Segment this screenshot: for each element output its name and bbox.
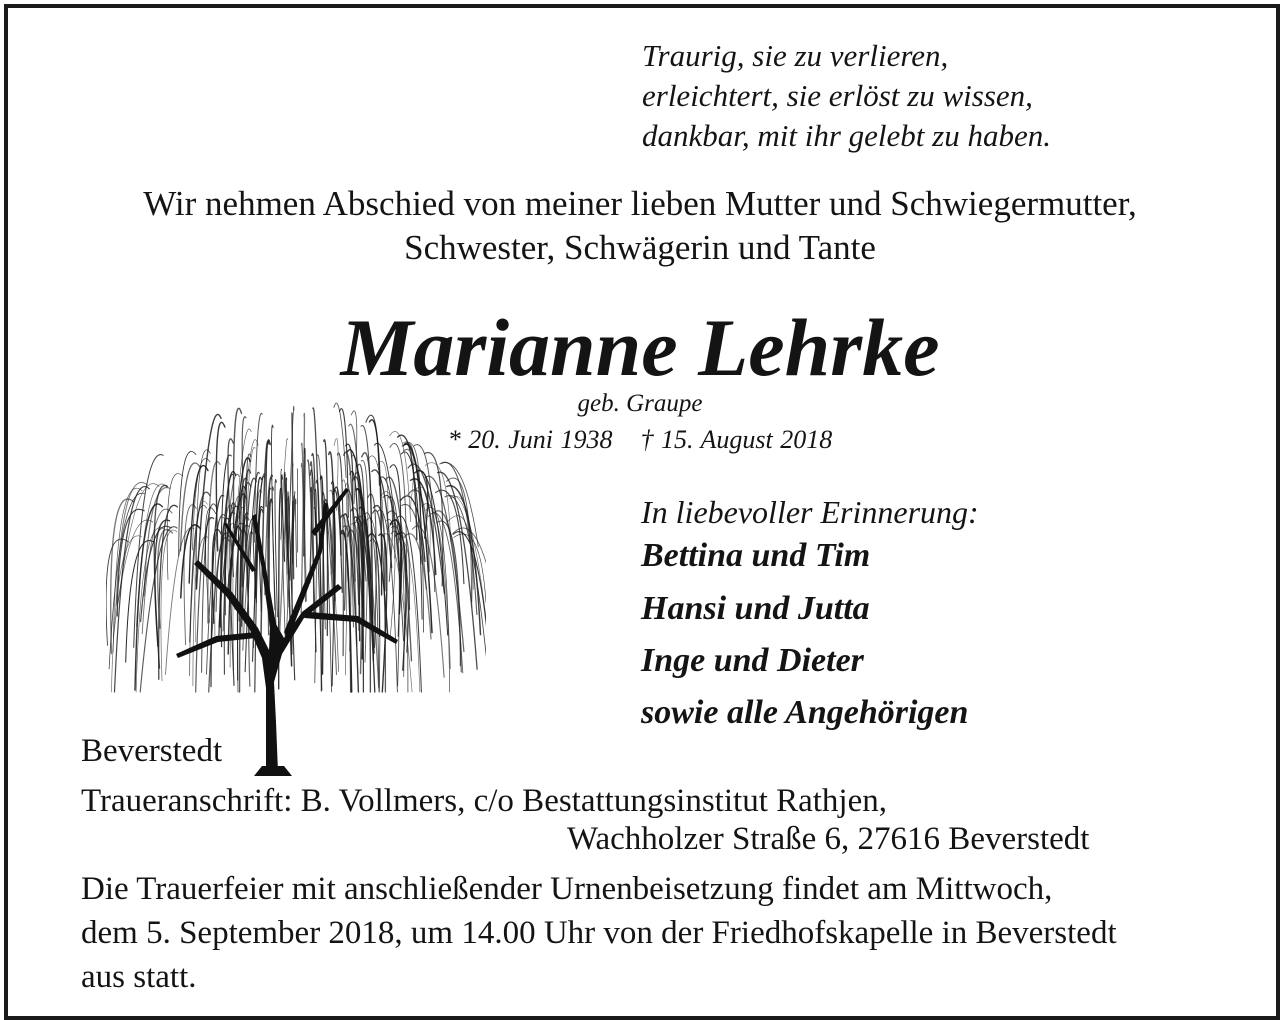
willow-branch-strand bbox=[445, 496, 486, 692]
poem-line-2: erleichtert, sie erlöst zu wissen, bbox=[642, 78, 1033, 113]
birth-date: * 20. Juni 1938 bbox=[447, 425, 613, 454]
farewell-intro-line-2: Schwester, Schwägerin und Tante bbox=[404, 228, 876, 267]
weeping-willow-tree-icon bbox=[106, 392, 486, 776]
mourning-address-line-2: Wachholzer Straße 6, 27616 Beverstedt bbox=[567, 821, 1090, 857]
willow-branch-strand bbox=[161, 530, 177, 681]
willow-branch-strand bbox=[295, 500, 296, 567]
mourner-name: Inge und Dieter bbox=[641, 642, 864, 679]
willow-branch-strand bbox=[137, 484, 168, 626]
funeral-service-text bbox=[81, 867, 1117, 999]
service-line-3: aus statt. bbox=[81, 959, 197, 995]
willow-branch-strand bbox=[433, 511, 461, 672]
deceased-name: Marianne Lehrke bbox=[340, 302, 940, 393]
death-date: † 15. August 2018 bbox=[640, 425, 833, 454]
mourning-address-line-1: Traueranschrift: B. Vollmers, c/o Bestattungsinstitut Rathjen, bbox=[81, 783, 888, 819]
place-name: Beverstedt bbox=[81, 733, 223, 769]
farewell-intro-line-1: Wir nehmen Abschied von meiner lieben Mutter und Schwiegermutter, bbox=[143, 184, 1137, 223]
willow-branch-strand bbox=[324, 440, 328, 636]
service-line-1: Die Trauerfeier mit anschließender Urnenbeisetzung findet am Mittwoch, bbox=[81, 871, 1053, 907]
mourner-name: Hansi und Jutta bbox=[641, 590, 870, 627]
poem-line-1: Traurig, sie zu verlieren, bbox=[642, 38, 949, 73]
willow-branch-strand bbox=[449, 495, 486, 689]
maiden-name: geb. Graupe bbox=[577, 390, 703, 417]
mourner-name: Bettina und Tim bbox=[641, 537, 871, 574]
service-line-2: dem 5. September 2018, um 14.00 Uhr von der Friedhofskapelle in Beverstedt bbox=[81, 915, 1117, 951]
memory-heading: In liebevoller Erinnerung: bbox=[641, 494, 979, 530]
mourner-name: sowie alle Angehörigen bbox=[641, 694, 969, 731]
poem-quote bbox=[642, 36, 1051, 156]
willow-branch-strand bbox=[117, 509, 144, 616]
poem-line-3: dankbar, mit ihr gelebt zu haben. bbox=[642, 118, 1051, 153]
